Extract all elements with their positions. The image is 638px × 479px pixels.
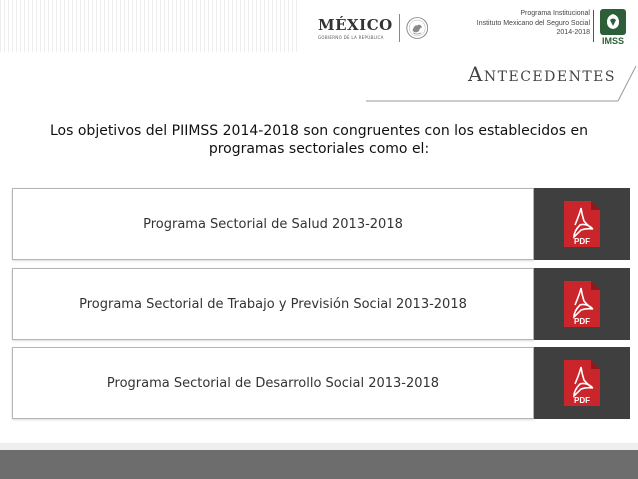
document-link[interactable]: Programa Sectorial de Trabajo y Previsión Social 2013-2018 (12, 268, 534, 340)
mexico-government-logo (318, 12, 428, 44)
pdf-icon (562, 199, 602, 249)
imss-logo-divider (593, 10, 594, 42)
program-info-line1: Programa Institucional (520, 10, 590, 17)
program-info (477, 9, 590, 38)
header-pattern (0, 0, 300, 52)
pdf-icon (562, 279, 602, 329)
mexico-logo-subtitle: GOBIERNO DE LA REPÚBLICA (318, 35, 384, 40)
document-link[interactable]: Programa Sectorial de Desarrollo Social 2013-2018 (12, 347, 534, 419)
mexico-logo-word: MÉXICO (318, 16, 393, 34)
national-seal-icon (406, 14, 429, 42)
pdf-download-button[interactable] (534, 347, 630, 419)
pdf-download-button[interactable] (534, 268, 630, 340)
page-title: Antecedentes (467, 62, 616, 86)
footer-band (0, 450, 638, 479)
footer-band-light (0, 443, 638, 450)
pdf-icon-label: PDF (574, 396, 590, 405)
pdf-download-button[interactable] (534, 188, 630, 260)
mexico-logo-divider (399, 14, 400, 42)
program-info-line3: 2014-2018 (556, 29, 590, 36)
pdf-icon-label: PDF (574, 317, 590, 326)
document-link[interactable]: Programa Sectorial de Salud 2013-2018 (12, 188, 534, 260)
document-row[interactable] (12, 347, 630, 419)
intro-text: Los objetivos del PIIMSS 2014-2018 son congruentes con los establecidos en programas sectoriales como el: (50, 123, 588, 157)
document-row[interactable] (12, 268, 630, 340)
pdf-icon-label: PDF (574, 237, 590, 246)
imss-logo-text: IMSS (601, 36, 625, 46)
document-row[interactable] (12, 188, 630, 260)
imss-logo (598, 8, 630, 46)
program-info-line2: Instituto Mexicano del Seguro Social (476, 19, 590, 27)
pdf-icon (562, 358, 602, 408)
